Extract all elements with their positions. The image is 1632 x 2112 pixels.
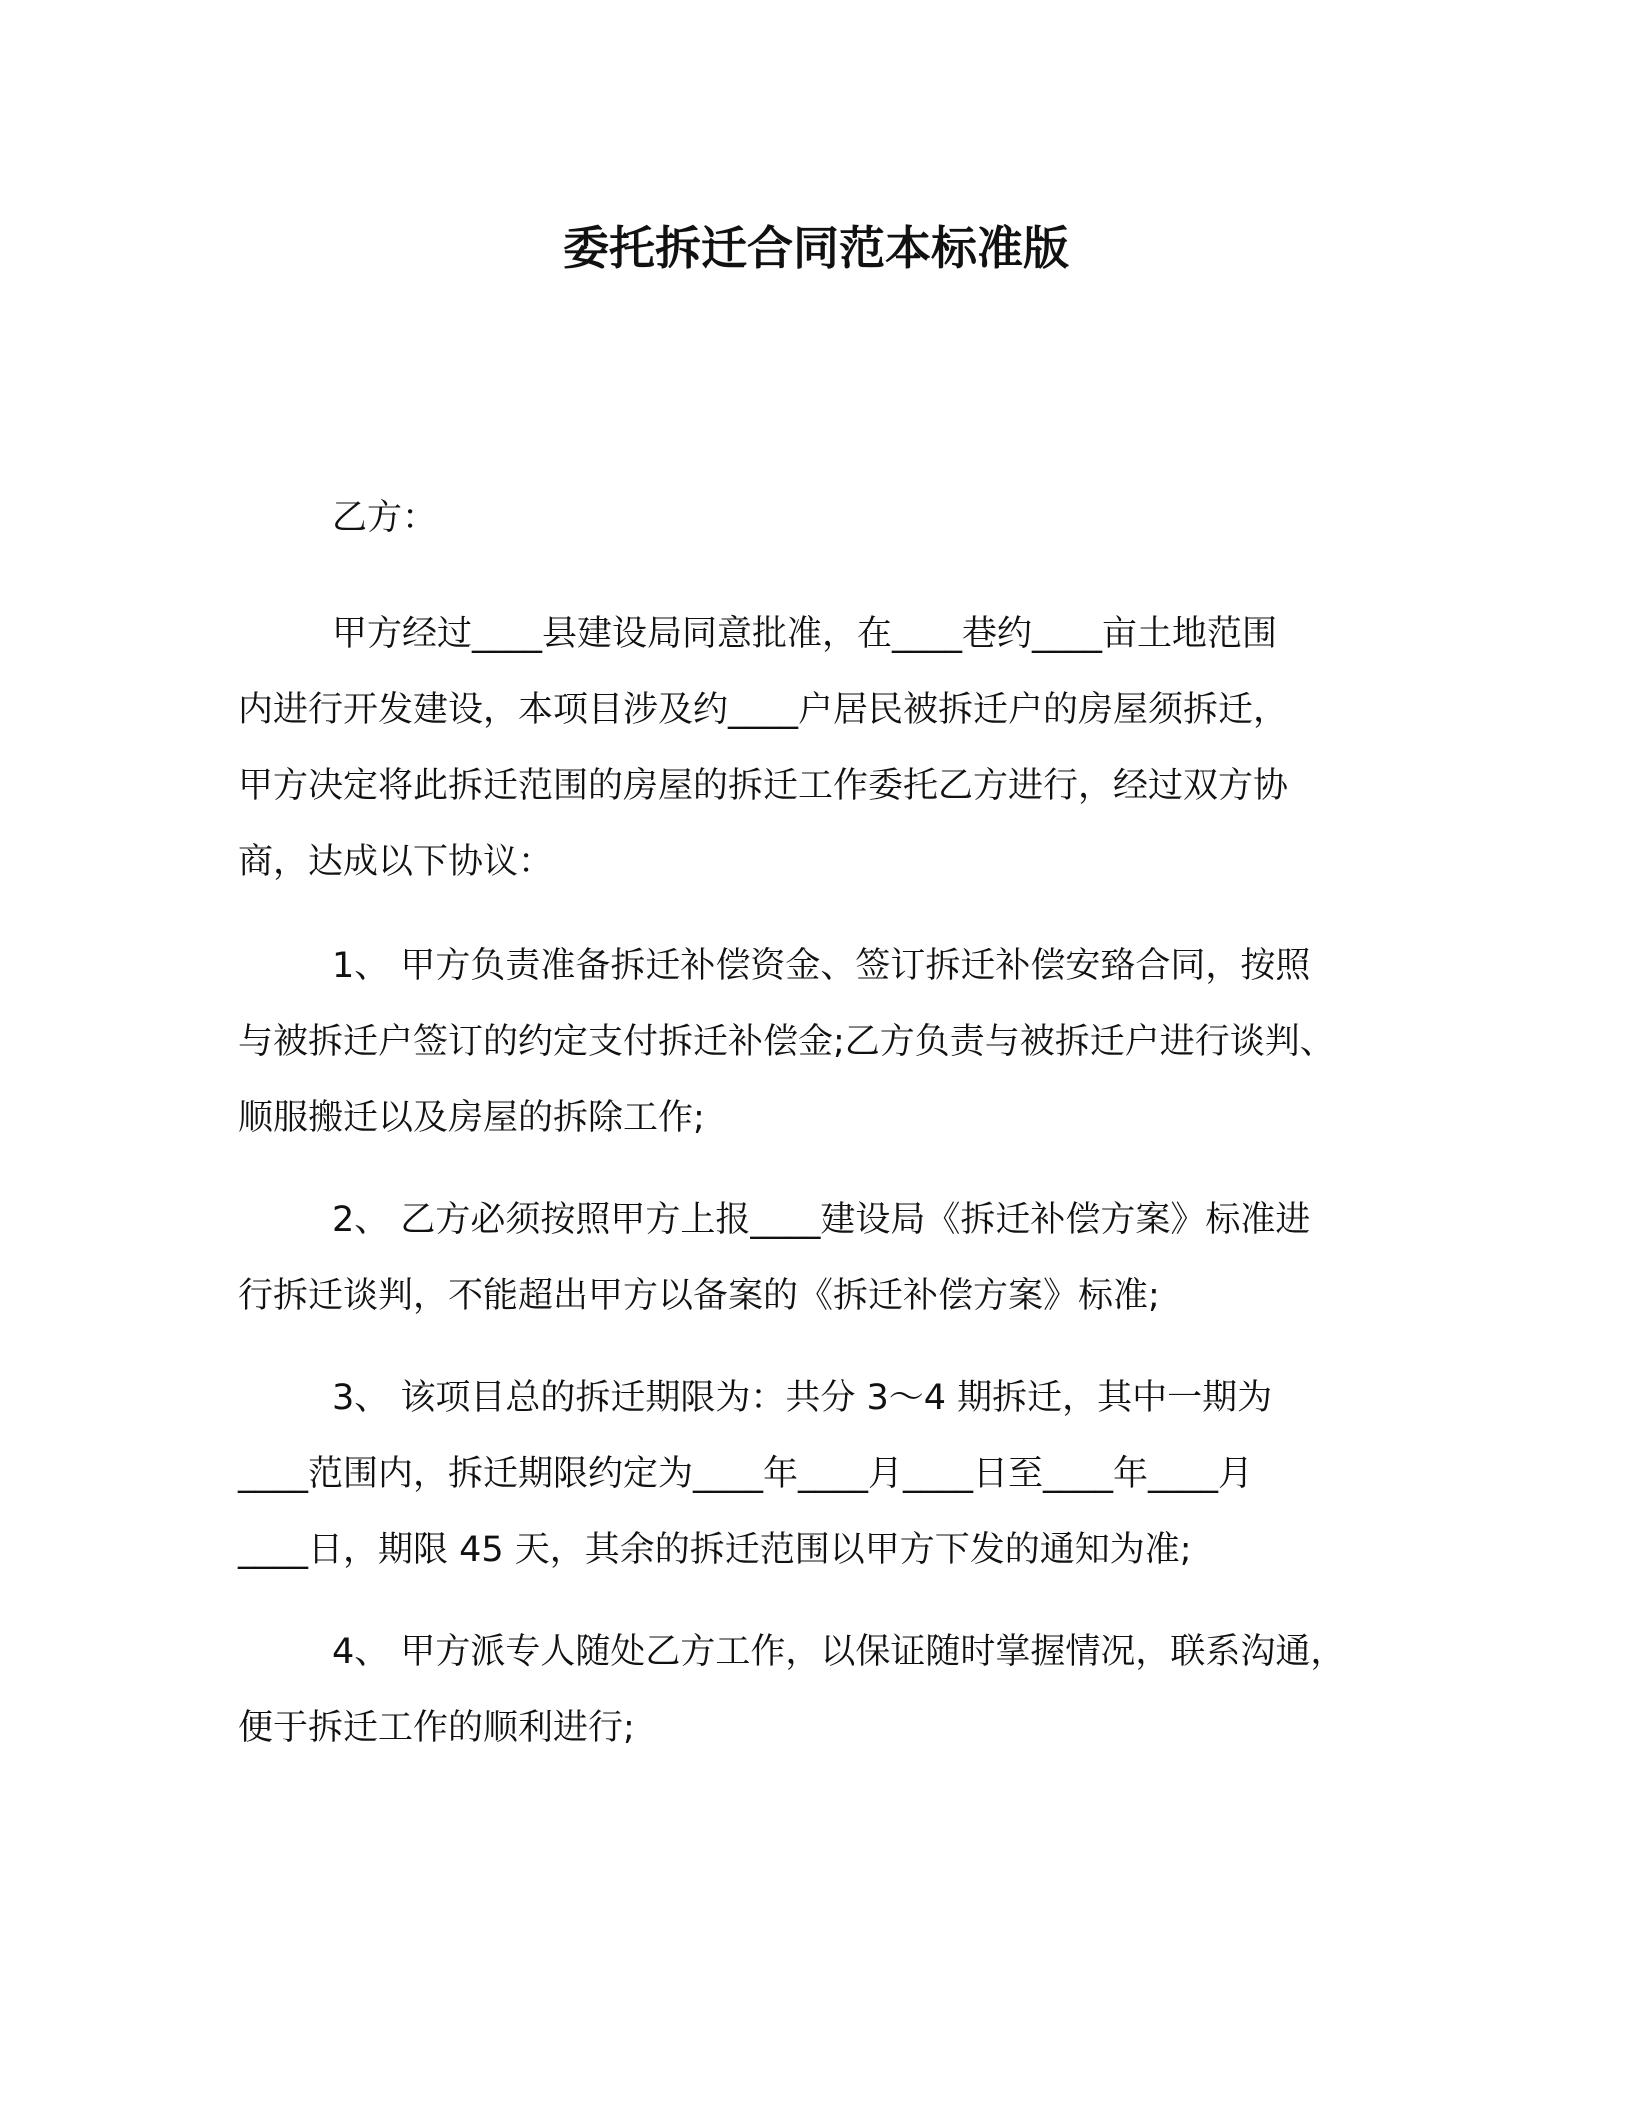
paragraph-line: 与被拆迁户签订的约定支付拆迁补偿金;乙方负责与被拆迁户进行谈判、 xyxy=(238,1022,1335,1062)
paragraph-line: 便于拆迁工作的顺利进行; xyxy=(238,1708,635,1748)
paragraph-3 xyxy=(238,1182,1388,1334)
paragraph-line: 甲方决定将此拆迁范围的房屋的拆迁工作委托乙方进行，经过双方协 xyxy=(238,766,1289,806)
paragraph-4 xyxy=(238,1360,1388,1588)
paragraph-5 xyxy=(238,1614,1388,1766)
paragraph-2 xyxy=(238,928,1388,1156)
paragraph-line: 3、 该项目总的拆迁期限为：共分 3～4 期拆迁，其中一期为 xyxy=(332,1378,1273,1418)
paragraph-line: 4、 甲方派专人随处乙方工作，以保证随时掌握情况，联系沟通， xyxy=(332,1632,1346,1672)
paragraph-line: 商，达成以下协议： xyxy=(238,842,554,882)
paragraph-line: 内进行开发建设，本项目涉及约____户居民被拆迁户的房屋须拆迁， xyxy=(238,690,1289,730)
paragraph-line: 1、 甲方负责准备拆迁补偿资金、签订拆迁补偿安臵合同，按照 xyxy=(332,946,1311,986)
paragraph-line: ____日，期限 45 天，其余的拆迁范围以甲方下发的通知为准; xyxy=(238,1530,1192,1570)
paragraph-line: ____范围内，拆迁期限约定为____年____月____日至____年____月 xyxy=(238,1454,1254,1494)
party-b-label: 乙方： xyxy=(332,498,438,538)
paragraph-line: 行拆迁谈判，不能超出甲方以备案的《拆迁补偿方案》标准; xyxy=(238,1276,1160,1316)
paragraph-line: 2、 乙方必须按照甲方上报____建设局《拆迁补偿方案》标准进 xyxy=(332,1200,1311,1240)
document-title: 委托拆迁合同范本标准版 xyxy=(563,221,1069,275)
paragraph-line: 顺服搬迁以及房屋的拆除工作; xyxy=(238,1098,705,1138)
paragraph-1 xyxy=(238,596,1388,900)
paragraph-line: 甲方经过____县建设局同意批准，在____巷约____亩土地范围 xyxy=(332,614,1278,654)
